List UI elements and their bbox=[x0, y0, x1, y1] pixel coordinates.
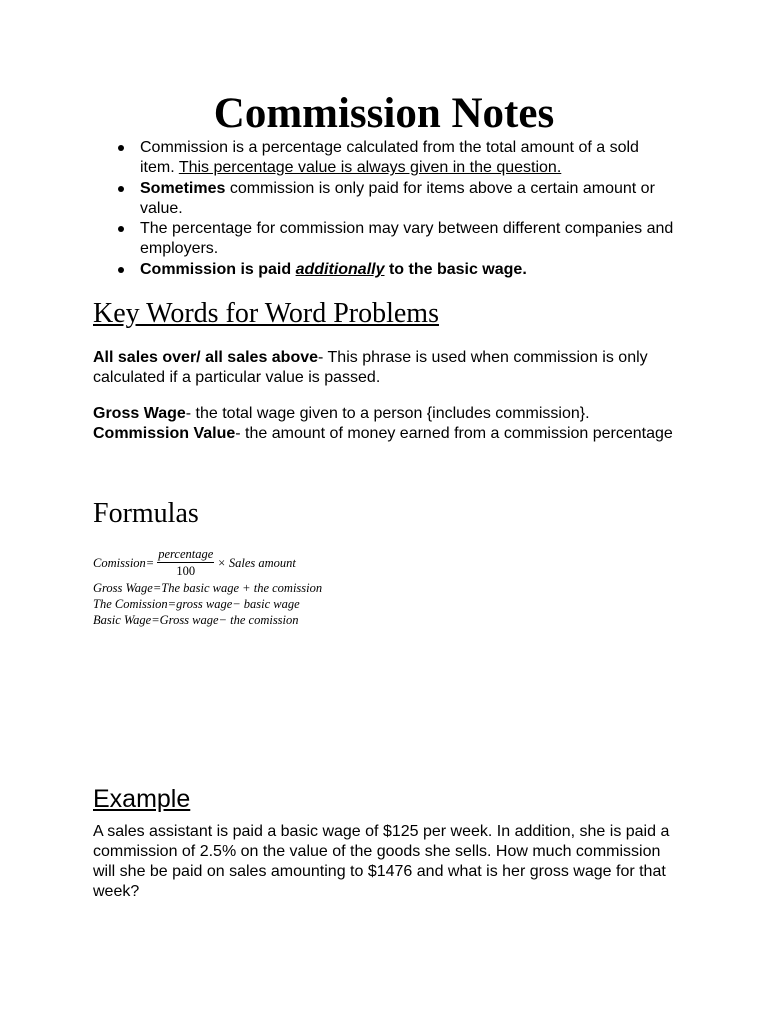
bullet-underlined-text: This percentage value is always given in the question. bbox=[178, 159, 562, 177]
page-title: Commission Notes bbox=[213, 90, 555, 137]
fraction-numerator: percentage bbox=[158, 547, 214, 561]
example-heading: Example bbox=[93, 785, 191, 813]
formulas-heading: Formulas bbox=[93, 498, 199, 529]
bullet-item bbox=[116, 260, 676, 280]
example-text: A sales assistant is paid a basic wage of $125 per week. In addition, she is paid a commission of 2.5% on the value of the goods she sells. How much commission will she be paid on sales amounting to $1476 and what is her gross wage for that week? bbox=[93, 823, 670, 900]
key-word-definition: - This phrase is used when commission is only calculated if a particular value is passed. bbox=[93, 349, 648, 386]
basic-wage-formula: Basic Wage=Gross wage− the comission bbox=[93, 613, 299, 627]
bullet-dot-icon bbox=[118, 267, 124, 273]
fraction-denominator: 100 bbox=[176, 564, 196, 578]
bullet-dot-icon bbox=[118, 145, 124, 151]
key-word-paragraph bbox=[93, 424, 683, 444]
bullet-item bbox=[116, 219, 676, 260]
key-word-definition: - the amount of money earned from a commission percentage bbox=[235, 425, 673, 442]
bullet-text: Commission is a percentage calculated from the total amount of a sold item. bbox=[140, 139, 639, 177]
commission-formula bbox=[93, 546, 322, 580]
bullet-bold-text: to the basic wage. bbox=[384, 260, 527, 278]
formula-rhs: × Sales amount bbox=[217, 556, 296, 570]
bullet-bold-text: Commission is paid bbox=[140, 260, 296, 278]
formula-block bbox=[93, 546, 322, 628]
commission-value-formula: The Comission=gross wage− basic wage bbox=[93, 597, 300, 611]
bullet-text: The percentage for commission may vary between different companies and employers. bbox=[140, 220, 674, 258]
key-word-definition: - the total wage given to a person {includes commission}. bbox=[185, 405, 590, 422]
key-word-term: Commission Value bbox=[93, 425, 236, 442]
key-words-heading: Key Words for Word Problems bbox=[93, 298, 439, 329]
bullet-dot-icon bbox=[118, 186, 124, 192]
key-word-term: All sales over/ all sales above bbox=[93, 349, 319, 366]
bullet-item bbox=[116, 179, 676, 220]
formula-fraction bbox=[157, 547, 214, 579]
key-word-paragraph bbox=[93, 404, 683, 424]
notes-bullet-list bbox=[116, 138, 676, 280]
bullet-emphasis-text: additionally bbox=[295, 260, 385, 278]
gross-wage-formula: Gross Wage=The basic wage + the comission bbox=[93, 581, 323, 595]
bullet-item bbox=[116, 138, 676, 179]
key-word-term: Gross Wage bbox=[93, 405, 186, 422]
key-word-paragraph bbox=[93, 348, 683, 388]
bullet-bold-text: Sometimes bbox=[140, 179, 226, 197]
formula-lhs: Comission= bbox=[93, 556, 155, 570]
bullet-dot-icon bbox=[118, 226, 124, 232]
bullet-text: commission is only paid for items above a certain amount or value. bbox=[140, 179, 655, 217]
